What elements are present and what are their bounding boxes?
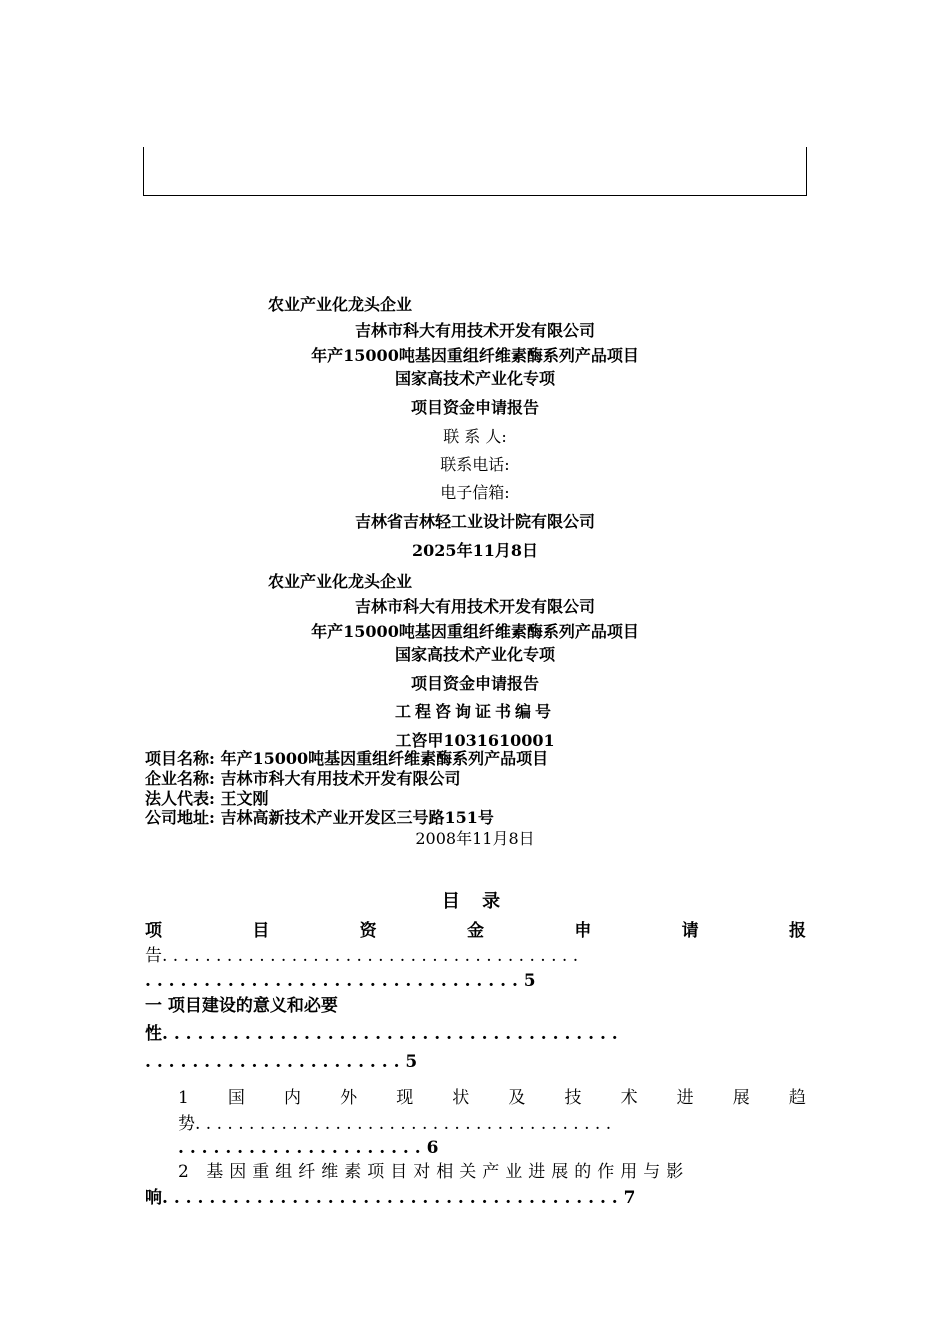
toc-entry-report-title[interactable]: 项 目 资 金 申 请 报 (145, 921, 806, 941)
special-title-2: 国家高技术产业化专项 (394, 645, 555, 664)
toc-entry-line[interactable]: 一 项目建设的意义和必要 (145, 996, 338, 1016)
legal-rep-row: 法人代表: 王文刚 (145, 789, 269, 808)
project-name-row: 项目名称: 年产15000吨基因重组纤维素酶系列产品项目 (145, 749, 549, 768)
toc-entry-line[interactable]: 势. . . . . . . . . . . . . . . . . . . . . . . . . . . . . . . . . . . . . . . (178, 1114, 612, 1134)
toc-entry-line[interactable]: . . . . . . . . . . . . . . . . . . . . . . . . . . . . . . . . 5 (145, 971, 536, 991)
date-2: 2008年11月8日 (415, 829, 535, 848)
address-row: 公司地址: 吉林高新技术产业开发区三号路151号 (145, 808, 494, 827)
contact-label: 联 系 人: (443, 427, 507, 446)
project-title-2: 年产15000吨基因重组纤维素酶系列产品项目 (311, 622, 639, 641)
design-institute: 吉林省吉林轻工业设计院有限公司 (354, 512, 595, 531)
toc-title: 目 录 (441, 891, 509, 912)
project-title: 年产15000吨基因重组纤维素酶系列产品项目 (311, 346, 639, 365)
company-title: 吉林市科大有用技术开发有限公司 (354, 321, 595, 340)
toc-entry-line[interactable]: 响. . . . . . . . . . . . . . . . . . . . . . . . . . . . . . . . . . . . . . . 7 (145, 1188, 636, 1208)
toc-entry-line[interactable]: 告. . . . . . . . . . . . . . . . . . . . . . . . . . . . . . . . . . . . . . . (145, 946, 579, 966)
company-name-row: 企业名称: 吉林市科大有用技术开发有限公司 (145, 769, 461, 788)
toc-entry-line[interactable]: . . . . . . . . . . . . . . . . . . . . . . 5 (145, 1052, 418, 1072)
report-title: 项目资金申请报告 (410, 398, 539, 417)
cert-number: 工咨甲1031610001 (395, 731, 555, 750)
cert-label: 工程咨询证书编号 (394, 702, 555, 721)
report-title-2: 项目资金申请报告 (410, 674, 539, 693)
company-title-2: 吉林市科大有用技术开发有限公司 (354, 597, 595, 616)
header-frame (143, 147, 807, 196)
email-label: 电子信箱: (440, 483, 510, 502)
toc-entry-line[interactable]: 性. . . . . . . . . . . . . . . . . . . . . . . . . . . . . . . . . . . . . . . (145, 1024, 618, 1044)
special-title: 国家高技术产业化专项 (394, 369, 555, 388)
toc-entry-line[interactable]: . . . . . . . . . . . . . . . . . . . . . 6 (178, 1138, 439, 1158)
toc-entry-line[interactable]: 2 基因重组纤维素项目对相关产业进展的作用与影 (178, 1162, 690, 1182)
phone-label: 联系电话: (440, 455, 510, 474)
org-type: 农业产业化龙头企业 (268, 295, 413, 314)
org-type-2: 农业产业化龙头企业 (268, 572, 413, 591)
cover-date: 2025年11月8日 (412, 541, 538, 560)
toc-entry-domestic[interactable]: 1 国 内 外 现 状 及 技 术 进 展 趋 (178, 1088, 806, 1108)
